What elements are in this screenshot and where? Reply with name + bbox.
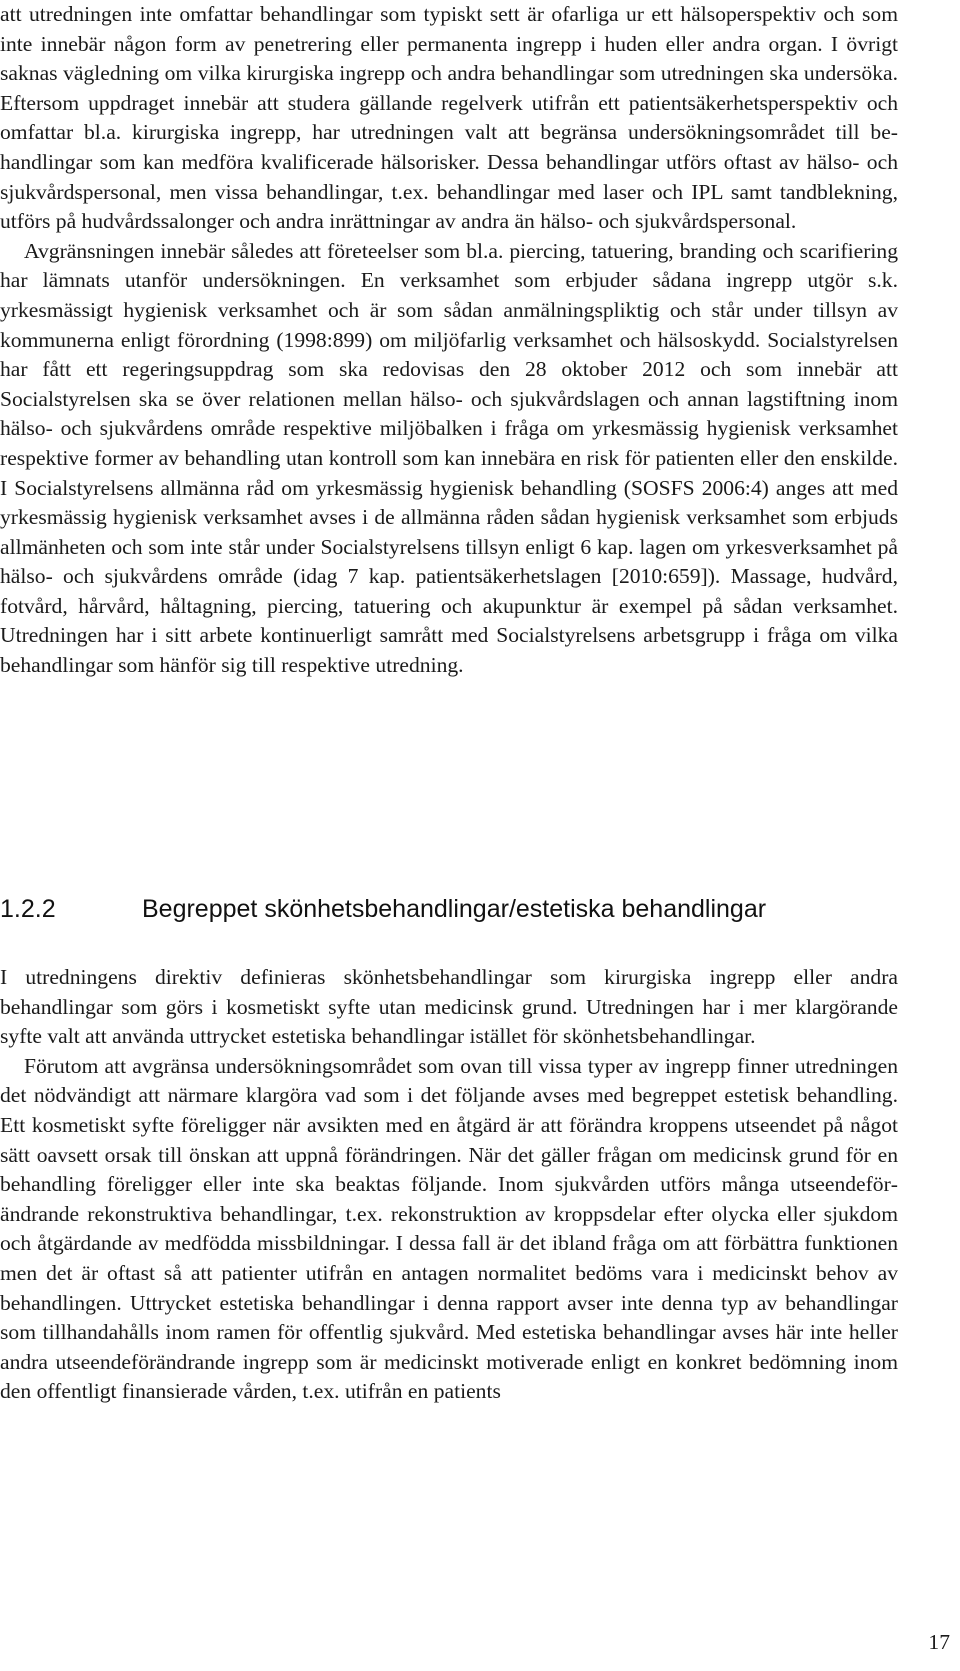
paragraph: Avgränsningen innebär således att företeelser som bl.a. piercing, tatuering, branding och scarifiering har lämnats utanför undersökningen. En verksamhet som erbjuder sådana ingrepp utgör s.k. yrkesmässigt hygienisk verksamhet och är som sådan anmälningspliktig och står under tillsyn av kommunerna enligt förordning (1998:899) om miljöfarlig verksamhet och hälsoskydd. Socialstyrelsen har fått ett regeringsuppdrag som ska redovisas den 28 oktober 2012 och som innebär att Socialstyrelsen ska se över relationen mellan hälso- och sjukvårdslagen och annan lagstiftning inom hälso- och sjukvårdens område respektive miljöbalken i fråga om yrkesmässig hygienisk verksamhet respektive former av behandling utan kontroll som kan innebära en risk för patienten eller den enskilde. I Socialstyrelsens allmänna råd om yrkesmässig hygienisk behandling (SOSFS 2006:4) anges att med yrkesmässig hygienisk verksamhet avses i de allmänna råden sådan hygienisk verksamhet som erbjuds allmänheten och som inte står under Socialstyrelsens tillsyn enligt 6 kap. lagen om yrkesverksamhet på hälso- och sjukvårdens område (idag 7 kap. patientsäkerhetslagen [2010:659]). Massage, hudvård, fotvård, hårvård, håltagning, piercing, tatuering och akupunktur är exempel på sådan verksamhet. Utredningen har i sitt arbete kontinuerligt samrått med Socialstyrelsens arbetsgrupp i fråga om vilka behandlingar som hänför sig till respektive utredning. [0,238,898,678]
paragraph: Förutom att avgränsa undersökningsområdet som ovan till vissa typer av ingrepp finner utredningen det nödvändigt att närmare klargöra vad som i det följande avses med begreppet estetisk behandling. Ett kosmetiskt syfte föreligger när avsikten med en åtgärd är att förändra kroppens utseendet på något sätt oavsett orsak till önskan att uppnå förändringen. När det gäller frågan om medicinsk grund för en behandling föreligger eller inte ska beaktas följande. Inom sjukvården utförs många utseendeförändrande rekonstruktiva behandlingar, t.ex. rekonstruktion av kroppsdelar efter olycka eller sjukdom och åtgärdande av medfödda missbildningar. I dessa fall är det ibland fråga om att förbättra funktionen men det är oftast så att patienter utifrån en antagen normalitet bedöms vara i medicinskt behov av behandlingen. Uttrycket estetiska behandlingar i denna rapport avser inte denna typ av behandlingar som tillhandahålls inom ramen för offentlig sjukvård. Med estetiska behandlingar avses här inte heller andra utseendeförändrande ingrepp som är medicinskt motiverade enligt en konkret bedömning inom den offentligt finansierade vården, t.ex. utifrån en patients [0,1053,898,1404]
body-text-top [0,0,898,681]
page-number: 17 [928,1630,950,1654]
section-number: 1.2.2 [0,895,56,923]
section-heading [0,893,898,925]
section-title: Begreppet skönhetsbehandlingar/estetiska behandlingar [142,895,767,923]
body-text-bottom [0,963,898,1407]
paragraph: I utredningens direktiv definieras skönhetsbehandlingar som kirurgiska ingrepp eller andra behandlingar som görs i kosmetiskt syfte utan medicinsk grund. Utredningen har i mer klargörande syfte valt att använda uttrycket estetiska behandlingar istället för skönhetsbehandlingar. [0,965,898,1049]
paragraph: att utredningen inte omfattar behandlingar som typiskt sett är ofarliga ur ett hälsoperspektiv och som inte innebär någon form av penetrering eller permanenta ingrepp i huden eller andra organ. I övrigt saknas vägledning om vilka kirurgiska ingrepp och andra behandlingar som utredningen ska undersöka. Eftersom uppdraget innebär att studera gällande regelverk utifrån ett patientsäkerhetsperspektiv och omfattar bl.a. kirurgiska ingrepp, har utredningen valt att begränsa undersökningsområdet till behandlingar som kan medföra kvalificerade hälsorisker. Dessa behandlingar utförs oftast av hälso- och sjukvårdspersonal, men vissa behandlingar, t.ex. behandlingar med laser och IPL samt tandblekning, utförs på hudvårdssalonger och andra inrättningar av andra än hälso- och sjukvårdspersonal. [0,2,898,234]
